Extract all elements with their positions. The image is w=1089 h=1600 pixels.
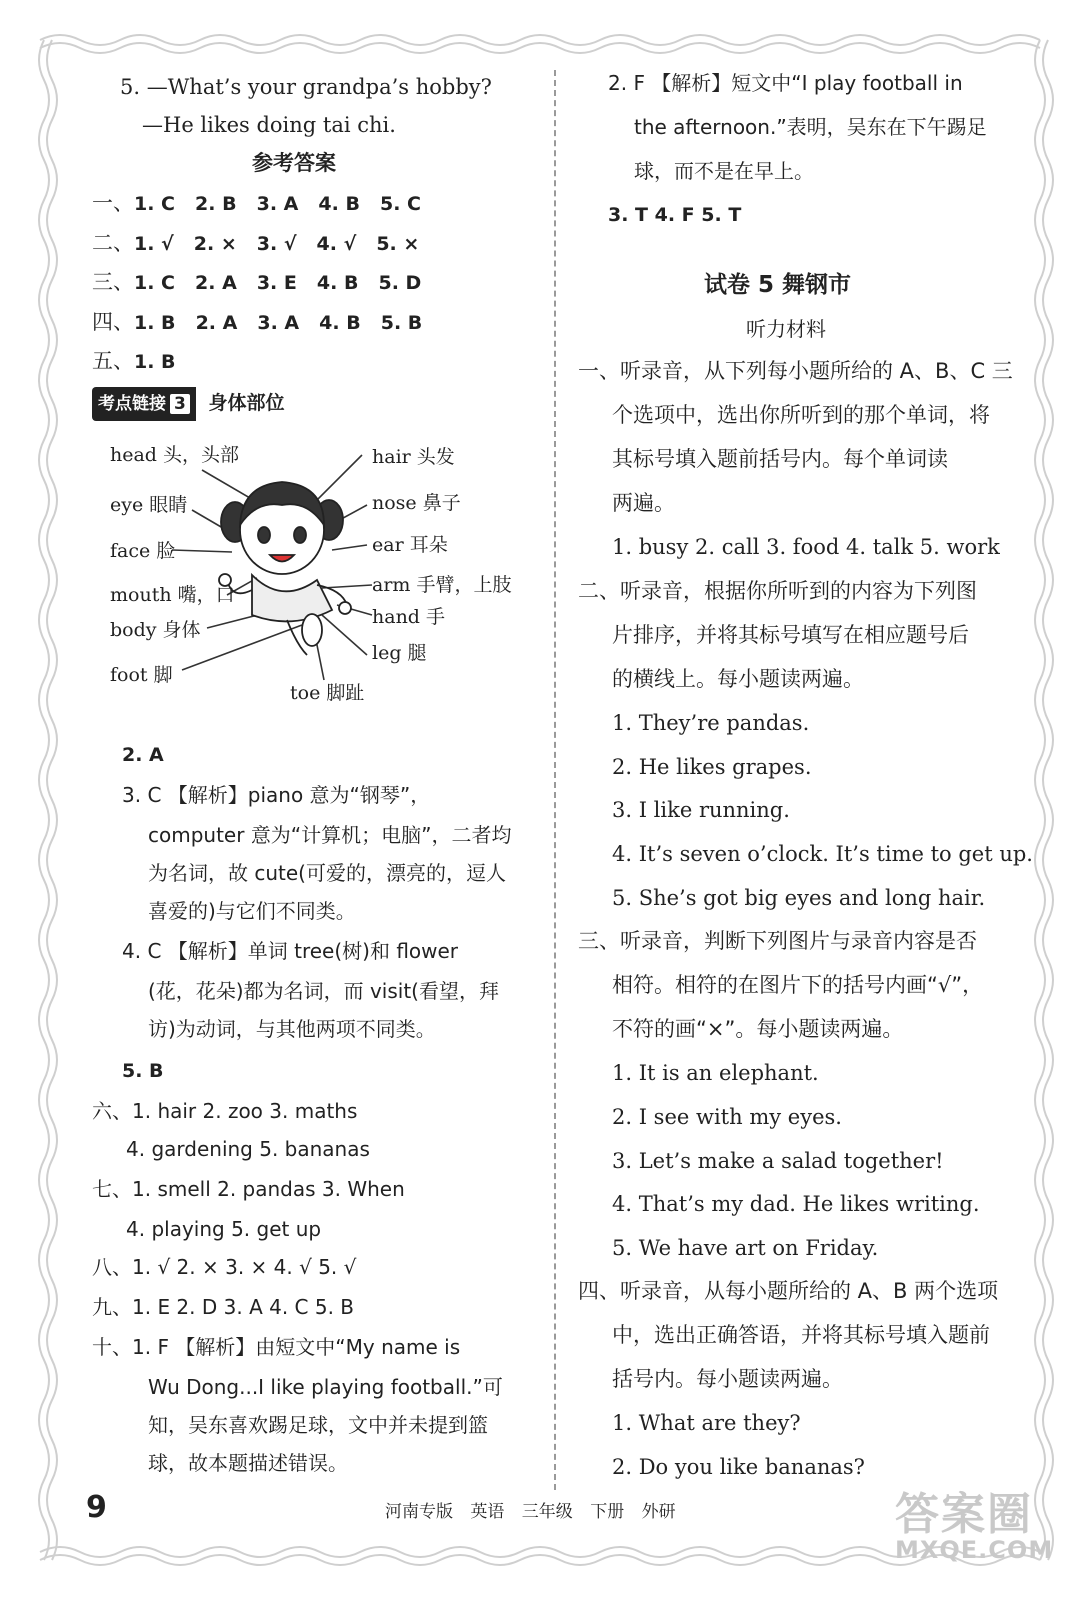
section-six-b: 4. gardening 5. bananas — [126, 1137, 370, 1161]
sec4-line-1: 四、听录音，从每小题所给的 A、B 两个选项 — [578, 1279, 999, 1303]
topic-badge: 考点链接 3 — [92, 387, 196, 421]
q3-line-4: 喜爱的)与它们不同类。 — [148, 899, 356, 923]
watermark-logo-text: 答案圈 — [895, 1489, 1033, 1540]
dialogue-answer: —He likes doing tai chi. — [142, 113, 396, 137]
q2-answer: 2. A — [122, 744, 164, 766]
q3-line-3: 为名词，故 cute(可爱的，漂亮的，逗人 — [148, 861, 506, 885]
body-parts-diagram — [92, 430, 532, 730]
q4-line-1: 4. C 【解析】单词 tree(树)和 flower — [122, 939, 459, 963]
sec3-line-3: 不符的画“×”。每小题读两遍。 — [612, 1017, 904, 1041]
answer-row-3: 三、1. C 2. A 3. E 4. B 5. D — [92, 270, 422, 294]
page-number: 9 — [86, 1490, 107, 1525]
answer-row-4: 四、1. B 2. A 3. A 4. B 5. B — [92, 310, 423, 334]
sec1-line-4: 两遍。 — [612, 491, 675, 515]
sec2-item-4: 4. It’s seven o’clock. It’s time to get up. — [612, 842, 1033, 866]
section-nine: 九、1. E 2. D 3. A 4. C 5. B — [92, 1295, 355, 1319]
r-top-line-3: 球，而不是在早上。 — [634, 159, 814, 183]
watermark — [895, 1478, 1053, 1564]
label-head: head 头，头部 — [110, 444, 240, 466]
dialogue-question: 5. —What’s your grandpa’s hobby? — [120, 75, 492, 99]
topic-title: 身体部位 — [208, 392, 285, 414]
section-eight: 八、1. √ 2. × 3. × 4. √ 5. √ — [92, 1255, 357, 1279]
section-ten-line-3: 知，吴东喜欢踢足球，文中并未提到篮 — [148, 1413, 488, 1437]
section-ten-line-1: 十、1. F 【解析】由短文中“My name is — [92, 1335, 461, 1359]
sec3-item-5: 5. We have art on Friday. — [612, 1236, 879, 1260]
sec2-line-2: 片排序，并将其标号填写在相应题号后 — [612, 623, 969, 647]
label-face: face 脸 — [110, 540, 176, 562]
footer-info: 河南专版 英语 三年级 下册 外研 — [385, 1502, 676, 1522]
answer-row-5: 五、1. B — [92, 349, 176, 373]
sec3-item-2: 2. I see with my eyes. — [612, 1105, 842, 1129]
sec1-line-2: 个选项中，选出你所听到的那个单词，将 — [612, 403, 990, 427]
sec3-line-2: 相符。相符的在图片下的括号内画“√”， — [612, 973, 984, 997]
answer-row-1: 一、1. C 2. B 3. A 4. B 5. C — [92, 191, 421, 215]
test-title: 试卷 5 舞钢市 — [704, 272, 852, 298]
label-leg: leg 腿 — [372, 642, 427, 664]
sec2-item-5: 5. She’s got big eyes and long hair. — [612, 886, 986, 910]
label-mouth: mouth 嘴，口 — [110, 584, 235, 606]
label-arm: arm 手臂，上肢 — [372, 574, 512, 596]
r-top-line-1: 2. F 【解析】短文中“I play football in — [608, 71, 963, 95]
sec4-item-2: 2. Do you like bananas? — [612, 1455, 865, 1479]
sec3-item-3: 3. Let’s make a salad together! — [612, 1149, 944, 1173]
q4-line-2: (花，花朵)都为名词，而 visit(看望，拜 — [148, 979, 499, 1003]
label-ear: ear 耳朵 — [372, 534, 448, 556]
sec1-words: 1. busy 2. call 3. food 4. talk 5. work — [612, 535, 1000, 559]
section-ten-line-4: 球，故本题描述错误。 — [148, 1451, 348, 1475]
label-foot: foot 脚 — [110, 664, 173, 686]
section-six-a: 六、1. hair 2. zoo 3. maths — [92, 1099, 358, 1123]
label-nose: nose 鼻子 — [372, 492, 461, 514]
label-toe: toe 脚趾 — [290, 682, 365, 704]
label-eye: eye 眼睛 — [110, 494, 188, 516]
sec2-item-3: 3. I like running. — [612, 798, 790, 822]
sec4-item-1: 1. What are they? — [612, 1411, 801, 1435]
section-ten-line-2: Wu Dong...I like playing football.”可 — [148, 1375, 503, 1399]
sec1-line-1: 一、听录音，从下列每小题所给的 A、B、C 三 — [578, 359, 1013, 383]
section-seven-a: 七、1. smell 2. pandas 3. When — [92, 1177, 405, 1201]
answers-title: 参考答案 — [252, 151, 336, 175]
sec2-line-1: 二、听录音，根据你所听到的内容为下列图 — [578, 579, 977, 603]
sec3-line-1: 三、听录音，判断下列图片与录音内容是否 — [578, 929, 977, 953]
topic-badge-line — [92, 387, 285, 421]
q5-answer: 5. B — [122, 1060, 164, 1082]
sec4-line-3: 括号内。每小题读两遍。 — [612, 1367, 843, 1391]
q3-line-2: computer 意为“计算机；电脑”，二者均 — [148, 823, 512, 847]
sec3-item-1: 1. It is an elephant. — [612, 1061, 819, 1085]
section-seven-b: 4. playing 5. get up — [126, 1217, 322, 1241]
r-top-line-2: the afternoon.”表明，吴东在下午踢足 — [634, 115, 987, 139]
listening-subtitle: 听力材料 — [746, 317, 826, 341]
q3-line-1: 3. C 【解析】piano 意为“钢琴”， — [122, 783, 431, 807]
answer-row-2: 二、1. √ 2. × 3. √ 4. √ 5. × — [92, 231, 420, 255]
sec2-item-2: 2. He likes grapes. — [612, 755, 812, 779]
label-hand: hand 手 — [372, 606, 446, 628]
r-top-answers: 3. T 4. F 5. T — [608, 204, 742, 226]
q4-line-3: 访)为动词，与其他两项不同类。 — [148, 1017, 436, 1041]
label-hair: hair 头发 — [372, 446, 455, 468]
sec4-line-2: 中，选出正确答语，并将其标号填入题前 — [612, 1323, 990, 1347]
column-divider — [554, 70, 556, 1490]
sec2-item-1: 1. They’re pandas. — [612, 711, 810, 735]
sec2-line-3: 的横线上。每小题读两遍。 — [612, 667, 864, 691]
label-body: body 身体 — [110, 619, 201, 641]
watermark-url: MXQE.COM — [895, 1536, 1054, 1564]
sec3-item-4: 4. That’s my dad. He likes writing. — [612, 1192, 980, 1216]
sec1-line-3: 其标号填入题前括号内。每个单词读 — [612, 447, 948, 471]
